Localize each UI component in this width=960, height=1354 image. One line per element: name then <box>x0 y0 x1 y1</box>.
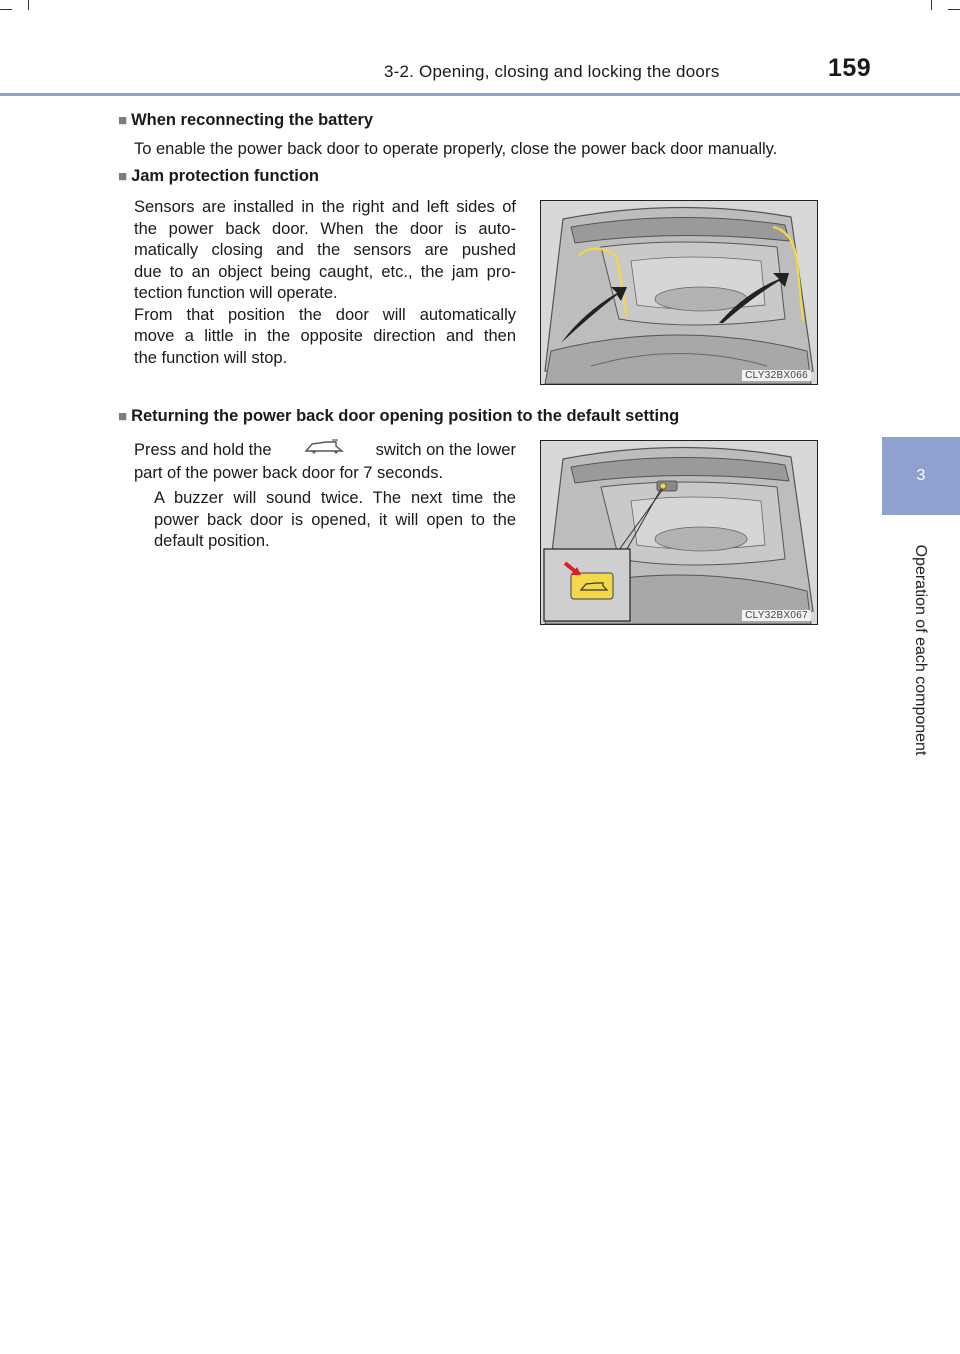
jam-protection-text <box>134 197 516 369</box>
section-heading-default-setting <box>118 407 679 426</box>
section-heading-text: Jam protection function <box>131 167 319 185</box>
battery-instruction: To enable the power back door to operate properly, close the power back door manually. <box>134 140 778 158</box>
chapter-tab <box>882 437 960 515</box>
crop-mark <box>28 0 29 10</box>
crop-mark <box>0 9 12 10</box>
figure-jam-sensors <box>540 200 818 385</box>
text-line: default position. <box>154 532 270 550</box>
power-back-door-switch-icon <box>302 438 346 463</box>
figure-code: CLY32BX066 <box>742 370 811 381</box>
crop-mark <box>931 0 932 10</box>
figure-code: CLY32BX067 <box>742 610 811 621</box>
section-heading-text: Returning the power back door opening position to the default setting <box>131 407 680 425</box>
instruction-text: Press and hold the <box>134 440 272 459</box>
text-line: the function will stop. <box>134 348 288 367</box>
instruction-line <box>134 438 516 463</box>
back-door-switch-illustration <box>541 441 817 624</box>
instruction-text: switch on the lower <box>375 440 516 459</box>
chapter-label: Operation of each component <box>912 544 929 756</box>
text-line: power back door is opened, it will open to the <box>154 510 516 529</box>
text-line: matically closing and the sensors are pushed <box>134 241 516 259</box>
figure-switch-location <box>540 440 818 625</box>
default-setting-result <box>154 488 516 553</box>
section-heading-text: When reconnecting the battery <box>131 111 374 129</box>
instruction-line: part of the power back door for 7 seconds. <box>134 463 444 482</box>
default-setting-instruction <box>134 438 516 484</box>
header-rule <box>0 93 960 96</box>
bullet-icon: ■ <box>118 408 128 425</box>
bullet-icon: ■ <box>118 112 128 129</box>
text-line: move a little in the opposite direction and then <box>134 327 516 345</box>
chapter-number: 3 <box>916 467 926 484</box>
back-door-illustration <box>541 201 817 384</box>
text-line: Sensors are installed in the right and left sides of <box>134 198 516 216</box>
section-heading-battery <box>118 111 373 130</box>
text-line: A buzzer will sound twice. The next time the <box>154 489 516 507</box>
page-number: 159 <box>828 54 872 82</box>
crop-mark <box>948 9 960 10</box>
text-line: due to an object being caught, etc., the jam pro- <box>134 262 516 281</box>
text-line: the power back door. When the door is auto- <box>134 219 516 238</box>
chapter-title: 3-2. Opening, closing and locking the doors <box>384 62 720 81</box>
section-heading-jam-protection <box>118 167 319 186</box>
text-line: From that position the door will automatically <box>134 305 516 324</box>
bullet-icon: ■ <box>118 168 128 185</box>
text-line: tection function will operate. <box>134 284 338 302</box>
